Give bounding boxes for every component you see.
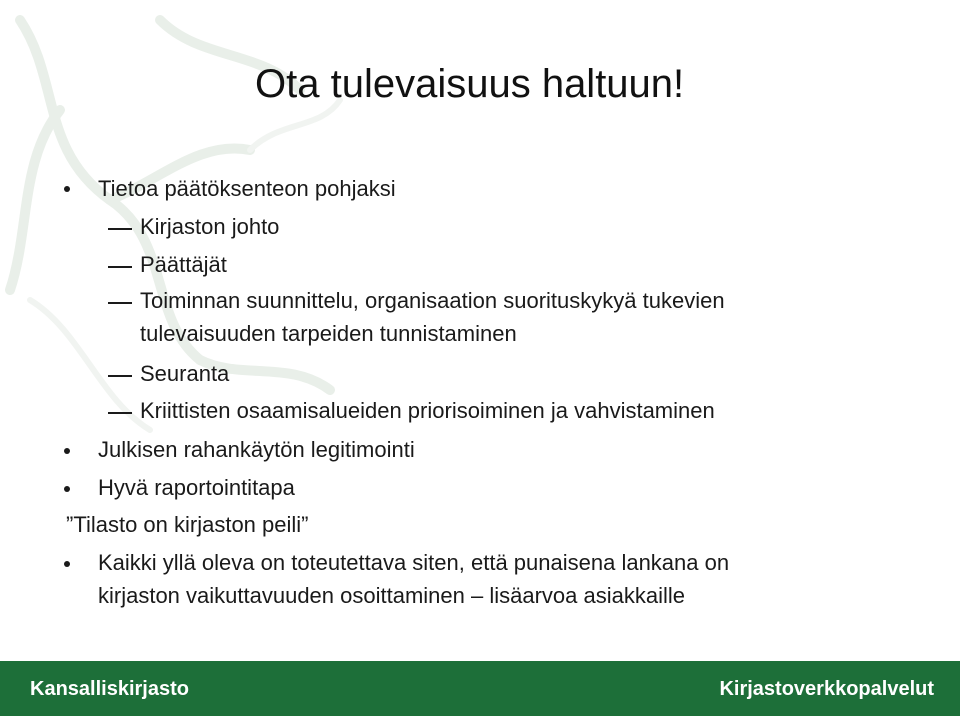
quote-line: ”Tilasto on kirjaston peili” xyxy=(66,512,309,537)
bullet-marker xyxy=(64,486,70,492)
bullet-item: Hyvä raportointitapa xyxy=(98,475,295,500)
dash-marker xyxy=(108,228,132,230)
sub-item: Toiminnan suunnittelu, organisaation suorituskykyä tukevien xyxy=(140,288,725,313)
dash-marker xyxy=(108,375,132,377)
kansalliskirjasto-logo: Kansalliskirjasto xyxy=(30,678,189,700)
dash-marker xyxy=(108,412,132,414)
slide-title: Ota tulevaisuus haltuun! xyxy=(255,62,685,106)
bullet-marker xyxy=(64,186,70,192)
sub-item: Päättäjät xyxy=(140,252,227,277)
kirjastoverkkopalvelut-logo: Kirjastoverkkopalvelut xyxy=(719,678,934,700)
bullet-marker xyxy=(64,448,70,454)
sub-item: Seuranta xyxy=(140,361,230,386)
bullet-item: Tietoa päätöksenteon pohjaksi xyxy=(98,176,396,201)
bullet-item-continuation: kirjaston vaikuttavuuden osoittaminen – lisäarvoa asiakkaille xyxy=(98,583,685,608)
sub-item: Kirjaston johto xyxy=(140,214,280,239)
dash-marker xyxy=(108,266,132,268)
footer-bar xyxy=(0,661,960,716)
bullet-item: Kaikki yllä oleva on toteutettava siten, että punaisena lankana on xyxy=(98,550,730,575)
sub-item-continuation: tulevaisuuden tarpeiden tunnistaminen xyxy=(140,321,517,346)
dash-marker xyxy=(108,302,132,304)
bullet-marker xyxy=(64,561,70,567)
bullet-item: Julkisen rahankäytön legitimointi xyxy=(98,437,415,462)
sub-item: Kriittisten osaamisalueiden priorisoiminen ja vahvistaminen xyxy=(140,398,715,423)
